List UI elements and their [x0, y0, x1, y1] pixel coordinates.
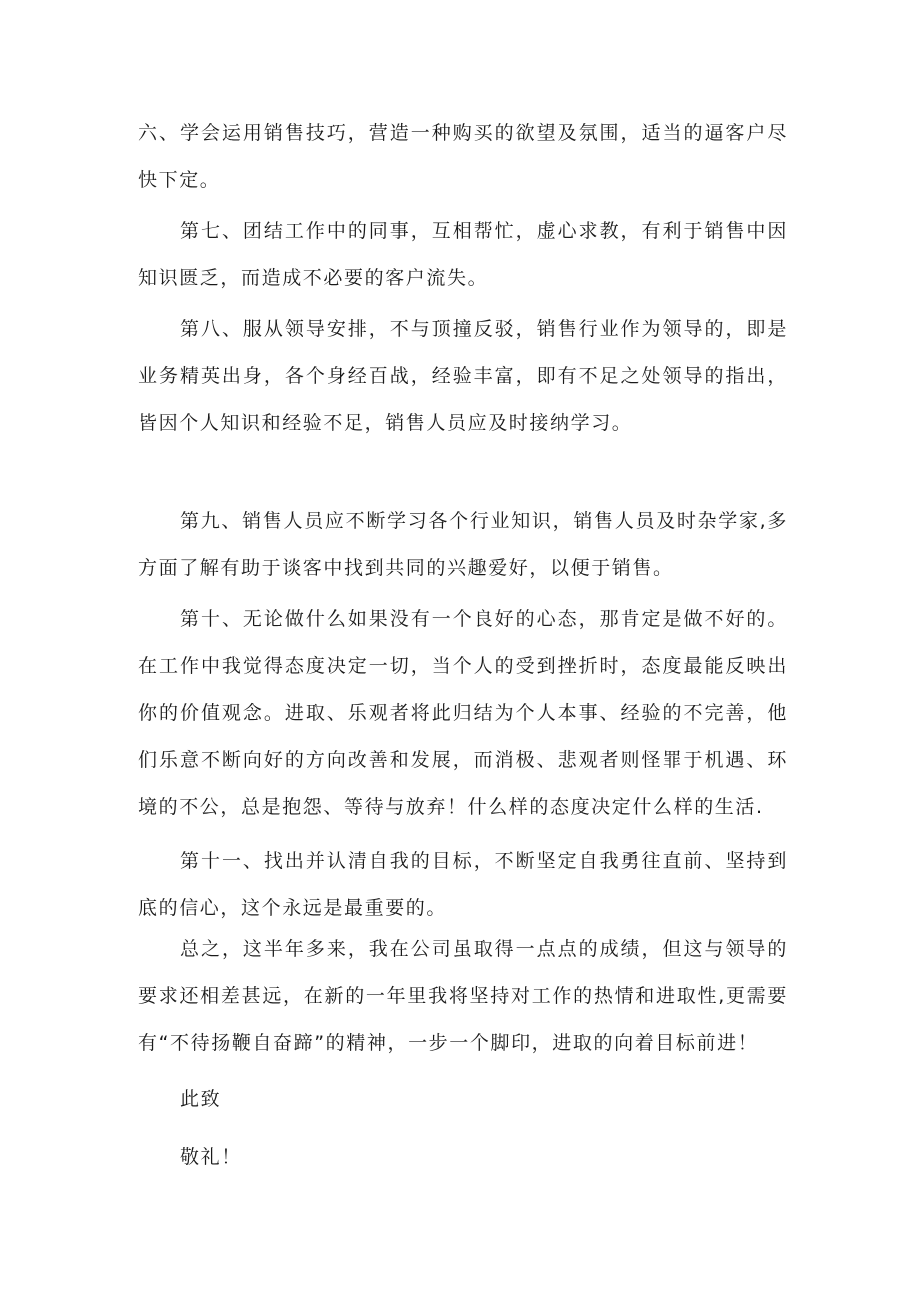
paragraph-6: 六、学会运用销售技巧，营造一种购买的欲望及氛围，适当的逼客户尽快下定。	[138, 122, 788, 191]
paragraph-9: 第九、销售人员应不断学习各个行业知识，销售人员及时杂学家,多方面了解有助于谈客中找到共同的兴趣爱好，以便于销售。	[138, 510, 788, 579]
paragraph-11: 第十一、找出并认清自我的目标，不断坚定自我勇往直前、坚持到底的信心，这个永远是最重要的。	[138, 850, 788, 919]
closing-text: 此致	[180, 1088, 222, 1110]
paragraph-10: 第十、无论做什么如果没有一个良好的心态，那肯定是做不好的。在工作中我觉得态度决定一切，当个人的受到挫折时，态度最能反映出你的价值观念。进取、乐观者将此归结为个人本事、经验的不完善，他们乐意不断向好的方向改善和发展，而消极、悲观者则怪罪于机遇、环境的不公，总是抱怨、等待与放弃！什么样的态度决定什么样的生活.	[138, 608, 788, 818]
paragraph-7: 第七、团结工作中的同事，互相帮忙，虚心求教，有利于销售中因知识匮乏，而造成不必要的客户流失。	[138, 220, 788, 289]
regards-text: 敬礼！	[180, 1146, 242, 1168]
paragraph-8: 第八、服从领导安排，不与顶撞反驳，销售行业作为领导的，即是业务精英出身，各个身经百战，经验丰富，即有不足之处领导的指出，皆因个人知识和经验不足，销售人员应及时接纳学习。	[138, 318, 788, 434]
paragraph-summary: 总之，这半年多来，我在公司虽取得一点点的成绩，但这与领导的要求还相差甚远，在新的一年里我将坚持对工作的热情和进取性,更需要有“不待扬鞭自奋蹄”的精神，一步一个脚印，进取的向着目标前进！	[138, 938, 788, 1054]
